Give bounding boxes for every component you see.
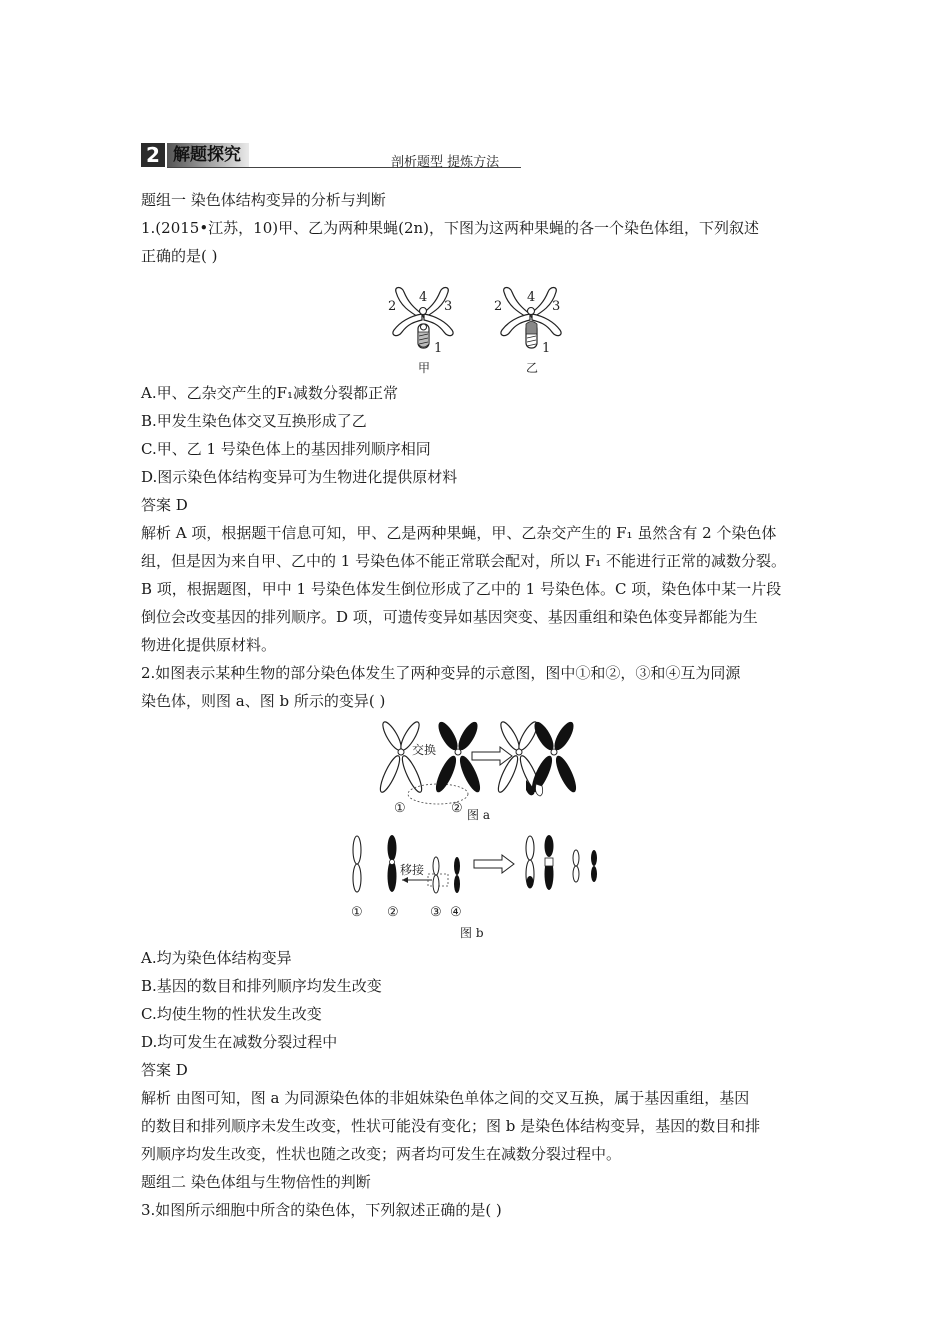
q1-analysis-line1: 解析 A 项，根据题干信息可知，甲、乙是两种果蝇，甲、乙杂交产生的 F₁ 虽然含有 2 个染色体 [141,524,777,542]
fig-b-label-3: ③ [430,905,442,920]
q2-answer: 答案 D [141,1061,188,1079]
fig-b-chromosome-2 [388,835,397,892]
fig-b-result-4 [591,850,597,882]
jia-caption: 甲 [418,361,431,375]
fig-a-result-2 [528,719,580,796]
fig-b-move-label: 移接 [400,863,425,877]
q1-analysis-line3: B 项，根据题图，甲中 1 号染色体发生倒位形成了乙中的 1 号染色体。C 项，染色体中某一片段 [141,580,782,598]
q2-analysis-line2: 的数目和排列顺序未发生改变，性状可能没有变化；图 b 是染色体结构变异，基因的数目和排 [141,1117,761,1135]
yi-label-3: 3 [552,299,561,314]
yi-label-1: 1 [542,341,551,356]
q2-figure-b [340,830,610,922]
yi-caption: 乙 [526,361,539,375]
yi-label-4: 4 [527,290,536,305]
fig-b-label-1: ① [351,905,363,920]
jia-label-3: 3 [444,299,453,314]
group1-title: 题组一 染色体结构变异的分析与判断 [141,191,386,209]
fig-a-caption: 图 a [467,808,490,822]
q2-option-b: B.基因的数目和排列顺序均发生改变 [141,977,382,995]
fig-b-chromosome-4 [454,857,460,893]
q1-option-c: C.甲、乙 1 号染色体上的基因排列顺序相同 [141,440,431,458]
section-number: 2 [141,143,165,167]
q2-option-d: D.均可发生在减数分裂过程中 [141,1033,338,1051]
q1-analysis-line4: 倒位会改变基因的排列顺序。D 项，可遗传变异如基因突变、基因重组和染色体变异都能为生 [141,608,758,626]
q2-stem-line1: 2.如图表示某种生物的部分染色体发生了两种变异的示意图，图中①和②，③和④互为同源 [141,664,741,682]
group2-title: 题组二 染色体组与生物倍性的判断 [141,1173,371,1191]
fig-a-exchange-label: 交换 [412,743,437,757]
q1-stem-line2: 正确的是( ) [141,247,218,265]
q3-stem: 3.如图所示细胞中所含的染色体，下列叙述正确的是( ) [141,1201,502,1219]
jia-label-4: 4 [419,290,428,305]
q2-analysis-line1: 解析 由图可知，图 a 为同源染色体的非姐妹染色单体之间的交叉互换，属于基因重组，基因 [141,1089,750,1107]
section-header [141,143,521,169]
jia-label-1: 1 [434,341,443,356]
q2-option-a: A.均为染色体结构变异 [141,949,292,967]
section-subtitle: 剖析题型 提炼方法 [391,155,500,170]
fig-b-chromosome-1 [353,836,361,892]
fig-a-arrow [472,747,512,765]
q1-chromosome-figure [380,284,580,378]
q1-analysis-line5: 物进化提供原材料。 [141,636,277,654]
fig-b-result-2 [545,835,554,890]
fig-b-result-1 [526,836,534,888]
fig-b-label-2: ② [387,905,399,920]
q1-option-a: A.甲、乙杂交产生的F₁减数分裂都正常 [141,384,399,402]
q1-option-b: B.甲发生染色体交叉互换形成了乙 [141,412,367,430]
fig-b-label-4: ④ [450,905,462,920]
fig-b-result-3 [573,850,579,882]
q2-stem-line2: 染色体，则图 a、图 b 所示的变异( ) [141,692,386,710]
q1-analysis-line2: 组，但是因为来自甲、乙中的 1 号染色体不能正常联会配对，所以 F₁ 不能进行正常的减数分裂。 [141,552,787,570]
q1-stem-line1: 1.(2015•江苏，10)甲、乙为两种果蝇(2n)，下图为这两种果蝇的各一个染色体组，下列叙述 [141,219,760,237]
fig-b-chromosome-3 [433,857,439,893]
jia-label-2: 2 [388,299,397,314]
fig-b-arrow [474,855,514,873]
q2-analysis-line3: 列顺序均发生改变，性状也随之改变；两者均可发生在减数分裂过程中。 [141,1145,622,1163]
fig-a-label-1: ① [394,801,406,816]
fig-b-caption: 图 b [460,926,484,940]
q2-option-c: C.均使生物的性状发生改变 [141,1005,322,1023]
yi-label-2: 2 [494,299,503,314]
q1-answer: 答案 D [141,496,188,514]
section-title: 解题探究 [167,143,249,167]
q1-option-d: D.图示染色体结构变异可为生物进化提供原材料 [141,468,458,486]
fig-a-label-2: ② [451,801,463,816]
